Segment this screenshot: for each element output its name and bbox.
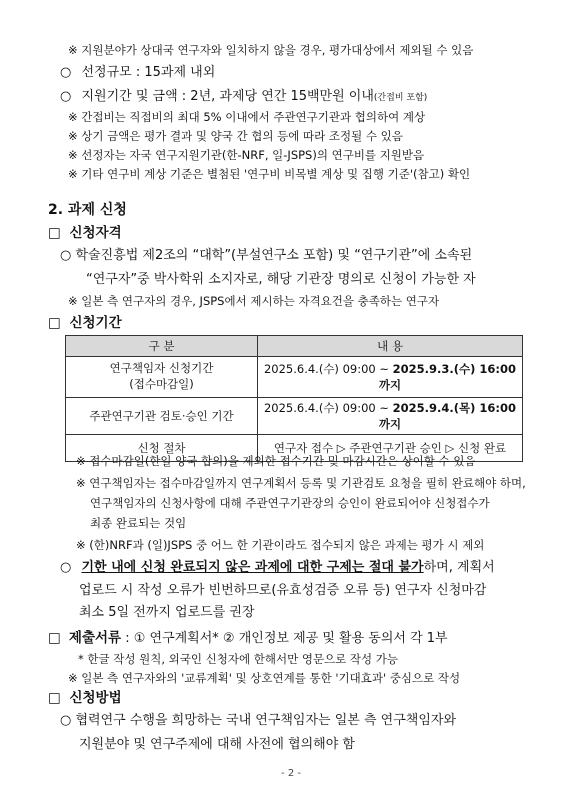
scale-text: 선정규모 : 15과제 내외 bbox=[81, 65, 216, 80]
period-note-3: ※ (한)NRF과 (일)JSPS 중 어느 한 기관이라도 접수되지 않은 과제는 평가 시 제외 bbox=[76, 538, 485, 552]
warning-emphasis: 기한 내에 신청 완료되지 않은 과제에 대한 구제는 절대 불가 bbox=[81, 560, 424, 575]
documents-note-2: ※ 일본 측 연구자와의 '교류계획' 및 상호연계를 통한 '기대효과' 중심으로 작성 bbox=[68, 671, 461, 685]
eligibility-heading bbox=[48, 225, 122, 241]
table-header-content: 내 용 bbox=[258, 336, 523, 357]
row-label-main: 연구책임자 신청기간 bbox=[109, 361, 214, 376]
documents-note-1: * 한글 작성 원칙, 외국인 신청자에 한해서만 영문으로 작성 가능 bbox=[78, 652, 399, 666]
row-value-deadline: 2025.9.4.(목) 16:00까지 bbox=[378, 401, 517, 431]
support-note-2: ※ 상기 금액은 평가 결과 및 양국 간 협의 등에 따라 조정될 수 있음 bbox=[68, 129, 403, 143]
period-note-2c: 최종 완료되는 것임 bbox=[90, 516, 187, 530]
documents-text: : ① 연구계획서* ② 개인정보 제공 및 활용 동의서 각 1부 bbox=[121, 631, 448, 646]
section-title: 2. 과제 신청 bbox=[48, 202, 127, 218]
period-note-1: ※ 접수마감일(한일 양국 합의)을 제외한 접수기간 및 마감시간은 상이할 수 있음 bbox=[76, 454, 476, 468]
page-number: - 2 - bbox=[281, 768, 301, 779]
table-row bbox=[66, 398, 523, 435]
period-note-2b: 연구책임자의 신청사항에 대해 주관연구기관장의 승인이 완료되어야 신청접수가 bbox=[90, 496, 490, 510]
box-icon: □ bbox=[48, 630, 61, 646]
eligibility-title: 신청자격 bbox=[69, 225, 122, 241]
table-row bbox=[66, 357, 523, 398]
warning-line-3: 최소 5일 전까지 업로드를 권장 bbox=[79, 605, 255, 620]
box-icon: □ bbox=[48, 315, 61, 331]
bullet: ○ bbox=[60, 89, 72, 104]
row-value bbox=[258, 398, 523, 435]
method-line-2: 지원분야 및 연구주제에 대해 사전에 협의해야 함 bbox=[79, 737, 355, 752]
warning-line-2: 업로드 시 작성 오류가 빈번하므로(유효성검증 오류 등) 연구자 신청마감 bbox=[79, 583, 487, 598]
scale-line bbox=[60, 65, 215, 81]
note-field-mismatch: ※ 지원분야가 상대국 연구자와 일치하지 않을 경우, 평가대상에서 제외될 수 있음 bbox=[68, 43, 474, 57]
support-line bbox=[60, 89, 427, 105]
support-small-note: (간접비 포함) bbox=[373, 93, 428, 103]
support-note-4: ※ 기타 연구비 계상 기준은 별첨된 '연구비 비목별 계상 및 집행 기준'(참고) 확인 bbox=[68, 167, 471, 181]
warning-rest: 하며, 계획서 bbox=[423, 560, 495, 575]
row-label: 주관연구기관 검토·승인 기간 bbox=[66, 398, 258, 435]
method-title: 신청방법 bbox=[69, 690, 122, 706]
method-line-1: ○ 협력연구 수행을 희망하는 국내 연구책임자는 일본 측 연구책임자와 bbox=[60, 713, 457, 728]
row-value: 연구자 접수 ▷ 주관연구기관 승인 ▷ 신청 완료 bbox=[258, 435, 523, 462]
period-note-2: ※ 연구책임자는 접수마감일까지 연구계획서 등록 및 기관검토 요청을 필히 완료해야 하며, bbox=[76, 476, 526, 490]
eligibility-note: ※ 일본 측 연구자의 경우, JSPS에서 제시하는 자격요건을 충족하는 연구자 bbox=[68, 294, 440, 308]
period-title: 신청기간 bbox=[69, 315, 122, 331]
support-note-1: ※ 간접비는 직접비의 최대 5% 이내에서 주관연구기관과 협의하여 계상 bbox=[68, 110, 426, 124]
period-table bbox=[65, 335, 523, 462]
documents-line bbox=[48, 630, 448, 647]
bullet: ○ bbox=[60, 560, 72, 575]
row-value bbox=[258, 357, 523, 398]
documents-title: 제출서류 bbox=[68, 630, 122, 646]
row-label bbox=[66, 357, 258, 398]
eligibility-line-1: ○ 학술진흥법 제2조의 “대학”(부설연구소 포함) 및 “연구기관”에 소속된 bbox=[60, 248, 473, 263]
row-label-sub: (접수마감일) bbox=[129, 377, 194, 391]
row-label: 신청 절차 bbox=[66, 435, 258, 462]
box-icon: □ bbox=[48, 690, 61, 706]
period-heading bbox=[48, 315, 122, 331]
box-icon: □ bbox=[48, 225, 61, 241]
row-value-start: 2025.6.4.(수) 09:00 ~ bbox=[263, 401, 393, 415]
method-heading bbox=[48, 690, 122, 706]
support-note-3: ※ 선정자는 자국 연구지원기관(한-NRF, 일-JSPS)의 연구비를 지원받음 bbox=[68, 148, 425, 162]
deadline-warning bbox=[60, 560, 495, 576]
eligibility-line-2: “연구자”중 박사학위 소지자로, 해당 기관장 명의로 신청이 가능한 자 bbox=[86, 272, 476, 287]
row-value-start: 2025.6.4.(수) 09:00 ~ bbox=[263, 362, 393, 376]
row-value-deadline: 2025.9.3.(수) 16:00까지 bbox=[378, 362, 517, 392]
support-text: 지원기간 및 금액 : 2년, 과제당 연간 15백만원 이내 bbox=[81, 89, 374, 104]
table-header-category: 구 분 bbox=[66, 336, 258, 357]
bullet: ○ bbox=[60, 65, 72, 80]
